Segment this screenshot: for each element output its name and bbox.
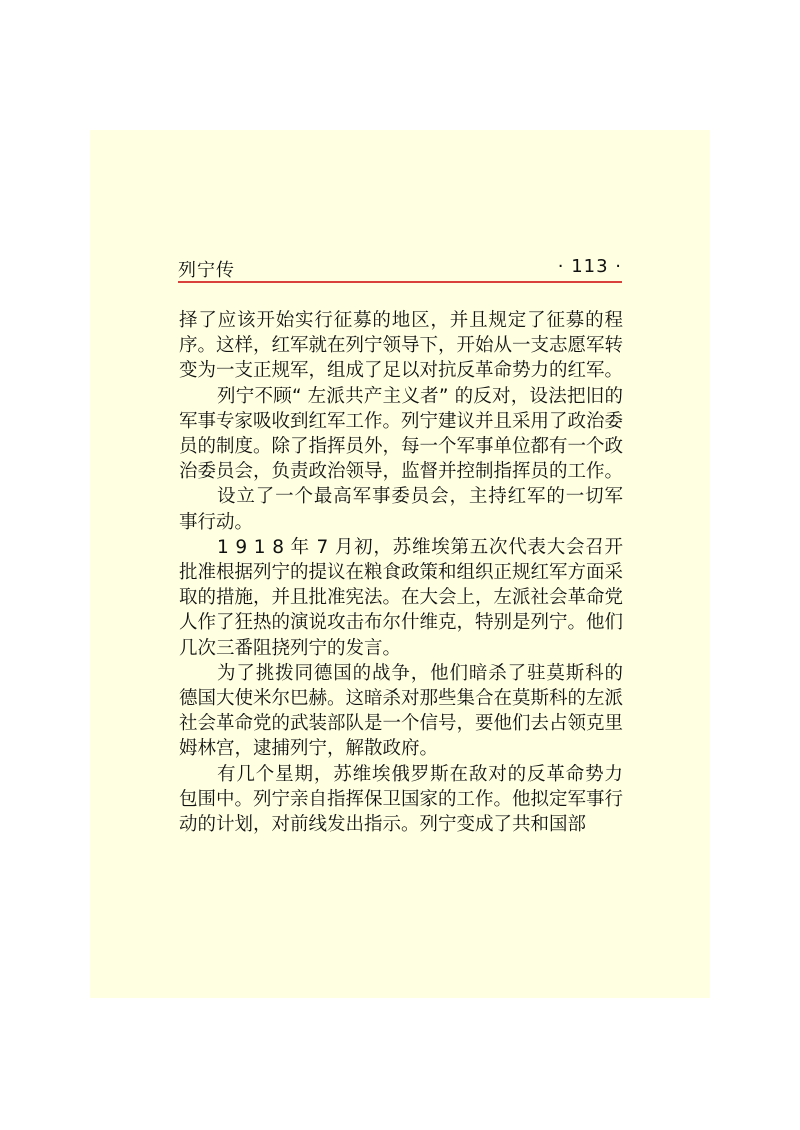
paragraph: 为了挑拨同德国的战争，他们暗杀了驻莫斯科的德国大使米尔巴赫。这暗杀对那些集合在莫斯科的左派社会革命党的武装部队是一个信号，要他们去占领克里姆林宫，逮捕列宁，解散政府。 (179, 662, 624, 760)
paragraph: 有几个星期，苏维埃俄罗斯在敌对的反革命势力包围中。列宁亲自指挥保卫国家的工作。他拟定军事行动的计划，对前线发出指示。列宁变成了共和国部 (179, 763, 624, 836)
paragraph: 择了应该开始实行征募的地区，并且规定了征募的程序。这样，红军就在列宁领导下，开始从一支志愿军转变为一支正规军，组成了足以对抗反革命势力的红军。 (179, 310, 624, 382)
paragraph: 列宁不顾“ 左派共产主义者” 的反对，设法把旧的军事专家吸收到红军工作。列宁建议并且采用了政治委员的制度。除了指挥员外，每一个军事单位都有一个政治委员会，负责政治领导，监督并控制指挥员的工作。 (179, 385, 624, 483)
header-rule (178, 281, 622, 283)
book-title: 列宁传 (178, 260, 235, 281)
paragraph: 1 9 1 8 年 7 月初，苏维埃第五次代表大会召开批准根据列宁的提议在粮食政策和组织正规红军方面采取的措施，并且批准宪法。在大会上，左派社会革命党人作了狂热的演说攻击布尔什维克，特别是列宁。他们几次三番阻挠列宁的发言。 (179, 536, 624, 659)
paragraph: 设立了一个最高军事委员会，主持红军的一切军事行动。 (179, 486, 623, 533)
body-text (179, 308, 623, 837)
page-number: · 113 · (557, 256, 622, 277)
page-background (90, 130, 710, 998)
running-head (178, 256, 622, 282)
